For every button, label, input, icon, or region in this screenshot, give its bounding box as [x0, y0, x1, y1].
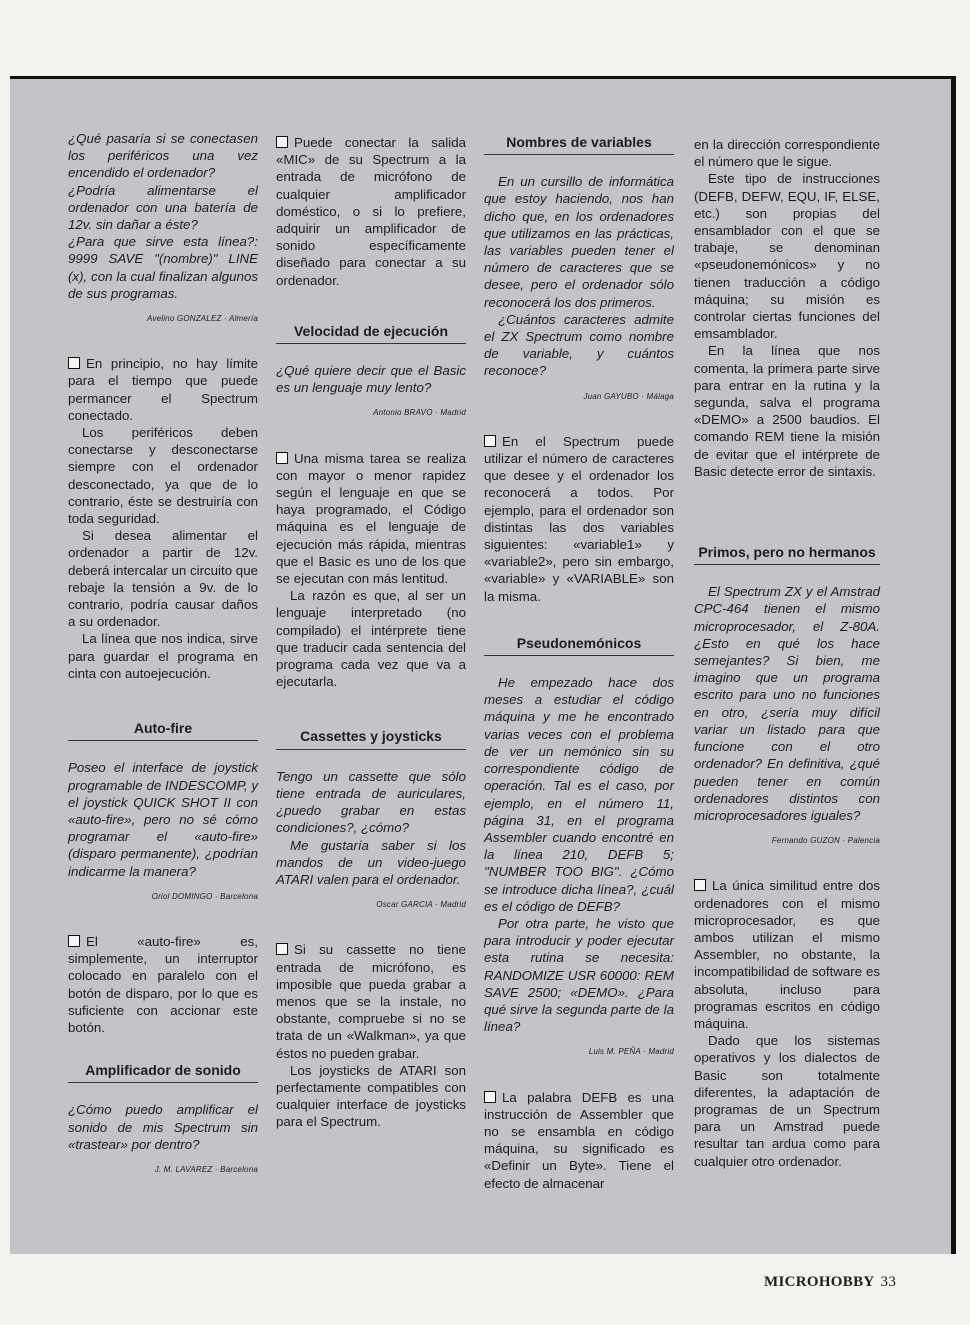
section-heading: Cassettes y joysticks: [276, 728, 466, 749]
signature: Juan GAYUBO · Málaga: [583, 391, 674, 401]
question: En un cursillo de informática que estoy haciendo, nos han dicho que, en los ordenadores que utilizamos en las prácticas, las variables pueden tener el número de caracteres que se desee, pero el ordenador sólo reconocerá los dos primeros. ¿Cuántos caracteres admite el ZX Spectrum como nombre de variable, y cuántos reconoce?: [484, 174, 674, 379]
signature: J. M. LAVAREZ · Barcelona: [154, 1164, 258, 1174]
question-text: ¿Para que sirve esta línea?: 9999 SAVE "(nombre)" LINE (x), con la cual finalizan algunos de sus programas.: [68, 234, 258, 301]
answer-text: La única similitud entre dos ordenadores con el mismo microprocesador, es que ambos utilizan el mismo Assembler, no obstante, la incompatibilidad de software es absoluta, incluso para programas escritos en código máquina.: [694, 878, 880, 1031]
section-heading: Pseudonemónicos: [484, 635, 674, 656]
question-1: [68, 130, 258, 302]
page-number: 33: [880, 1274, 897, 1290]
question: ¿Qué quiere decir que el Basic es un lenguaje muy lento?: [276, 363, 466, 396]
answer-box-icon: [68, 357, 80, 369]
question-3: ¿Cómo puedo amplificar el sonido de mis Spectrum sin «trastear» por dentro?: [68, 1102, 258, 1152]
signature: Avelino GONZALEZ · Almería: [146, 314, 258, 324]
signature: Antonio BRAVO · Madrid: [373, 408, 466, 418]
page-footer: [764, 1274, 896, 1291]
answer-box-icon: [484, 435, 496, 447]
answer-text: En la línea que nos comenta, la primera parte sirve para entrar en la rutina y la segunda, salva el programa «DEMO» a 2500 baudios. El comando REM tiene la misión de evitar que el intérprete de Basic detecte error de sintaxis.: [694, 343, 880, 479]
answer-text: Puede conectar la salida «MIC» de su Spectrum a la entrada de micrófono de cualquier amplificador doméstico, o si lo prefiere, adquirir un amplificador de sonido específicamente diseñado para conectar a su ordenador.: [276, 135, 466, 288]
question: Tengo un cassette que sólo tiene entrada de auriculares, ¿puedo grabar en estas condiciones?, ¿cómo? Me gustaría saber si los mandos de un video-juego ATARI valen para el ordenador.: [276, 768, 466, 887]
answer-text: Los joysticks de ATARI son perfectamente compatibles con cualquier interface de joysticks para el Spectrum.: [276, 1062, 466, 1130]
section-heading: Velocidad de ejecución: [276, 323, 466, 344]
answer-text: Este tipo de instrucciones (DEFB, DEFW, EQU, IF, ELSE, etc.) son propias del ensamblador con el que se trabaje, se denominan «pseudonemónicos» y no tienen traducción a código máquina; su misión es controlar ciertas funciones del emsamblador.: [694, 171, 880, 342]
answer-text: En principio, no hay límite para el tiempo que puede permancer el Spectrum conectado.: [68, 356, 258, 423]
section-heading: Primos, pero no hermanos: [694, 544, 880, 565]
answer-box-icon: [68, 935, 80, 947]
answer-text: La línea que nos indica, sirve para guardar el programa en cinta con autoejecución.: [68, 631, 258, 681]
column-2: [276, 134, 466, 1131]
answer-box-icon: [484, 1091, 496, 1103]
signature: Fernando GUZON · Palencia: [771, 836, 880, 846]
question-text: ¿Qué pasaría si se conectasen los periféricos una vez encendido el ordenador?: [68, 131, 258, 181]
question: El Spectrum ZX y el Amstrad CPC-464 tienen el mismo microprocesador, el Z-80A. ¿Esto en qué los hace semejantes? Si bien, me imagino que un programa escrito para uno no funciones en otro, ¿sería muy difícil variar un listado para que funcione con el otro ordenador? En definitiva, ¿qué pueden tener en común ordenadores distintos con microprocesadores iguales?: [694, 584, 880, 823]
signature: Oriol DOMINGO · Barcelona: [151, 891, 258, 901]
answer-text: en la dirección correspondiente el número que le sigue.: [694, 137, 880, 170]
question: He empezado hace dos meses a estudiar el código máquina y me he encontrado varias veces con el problema de ver un nemónico sin su correspondiente código de operación. Tal es el caso, por ejemplo, en el número 11, página 31, en el programa Assembler cuando encontré en la línea 210, DEFB 5; "NUMBER TOO BIG". ¿Cómo se introduce dicha línea?, ¿cuál es el código de DEFB? Por otra parte, he visto que para introducir y poder ejecutar esta rutina se necesita: RANDOMIZE USR 60000: REM SAVE 2500; «DEMO». ¿Para qué sirve la segunda parte de la línea?: [484, 675, 674, 1035]
question-text: ¿Podría alimentarse el ordenador con una batería de 12v. sin dañar a éste?: [68, 182, 258, 233]
answer-text: Dado que los sistemas operativos y los dialectos de Basic son totalmente diferentes, la adaptación de programas de un Spectrum para un Amstrad puede resultar tan ardua como para cualquier otro ordenador.: [694, 1033, 880, 1169]
signature: Oscar GARCIA · Madrid: [376, 900, 466, 910]
answer-box-icon: [276, 943, 288, 955]
answer-text: El «auto-fire» es, simplemente, un interruptor colocado en paralelo con el botón de disparo, por lo que es suficiente con accionar este botón.: [68, 933, 258, 1035]
question-2: Poseo el interface de joystick programable de INDESCOMP, y el joystick QUICK SHOT II con «auto-fire», pero no sé cómo programar el «auto-fire» (disparo permanente), ¿podrían indicarme la manera?: [68, 760, 258, 879]
answer-text: En el Spectrum puede utilizar el número de caracteres que desee y el ordenador los reconocerá a todos. Por ejemplo, para el ordenador son distintas las dos variables siguientes: «variable1» y «variable2», pero sin embargo, «variable» y «VARIABLE» son la misma.: [484, 433, 674, 604]
answer-box-icon: [276, 136, 288, 148]
magazine-name: MICROHOBBY: [764, 1274, 875, 1290]
answer-box-icon: [694, 879, 706, 891]
answer-text: La palabra DEFB es una instrucción de Assembler que no se ensambla en código máquina, su significado es «Definir un Byte». Tiene el efecto de almacenar: [484, 1089, 674, 1191]
section-heading: Auto-fire: [68, 720, 258, 741]
answer-text: La razón es que, al ser un lenguaje interpretado (no compilado) el intérprete tiene que traducir cada sentencia del programa cada vez que va a ejecutarla.: [276, 588, 466, 690]
answer-box-icon: [276, 452, 288, 464]
column-3: [484, 134, 674, 1192]
answer-text: Los periféricos deben conectarse y desconectarse siempre con el ordenador desconectado, ya que de lo contrario, éste se destruiría con toda seguridad.: [68, 425, 258, 527]
column-1: [68, 130, 258, 1192]
answer-text: Si su cassette no tiene entrada de micrófono, es imposible que pueda grabar a menos que se la instale, no obstante, compruebe si no se trata de un «Walkman», ya que éstos no pueden grabar.: [276, 942, 466, 1061]
section-heading: Amplificador de sonido: [68, 1062, 258, 1083]
signature: Luis M. PEÑA · Madrid: [588, 1047, 674, 1057]
answer-text: Una misma tarea se realiza con mayor o menor rapidez según el lenguaje en que se haya programado, el Código máquina es el lenguaje de ejecución más rápida, mientras que el Basic es uno de los que se ejecutan con más lentitud.: [276, 450, 466, 587]
section-heading: Nombres de variables: [484, 134, 674, 155]
answer-text: Si desea alimentar el ordenador a partir de 12v. deberá intercalar un circuito que rebaje la tensión a 9v. de lo contrario, podría causar daños a su ordenador.: [68, 528, 258, 630]
column-4: [694, 136, 880, 1170]
